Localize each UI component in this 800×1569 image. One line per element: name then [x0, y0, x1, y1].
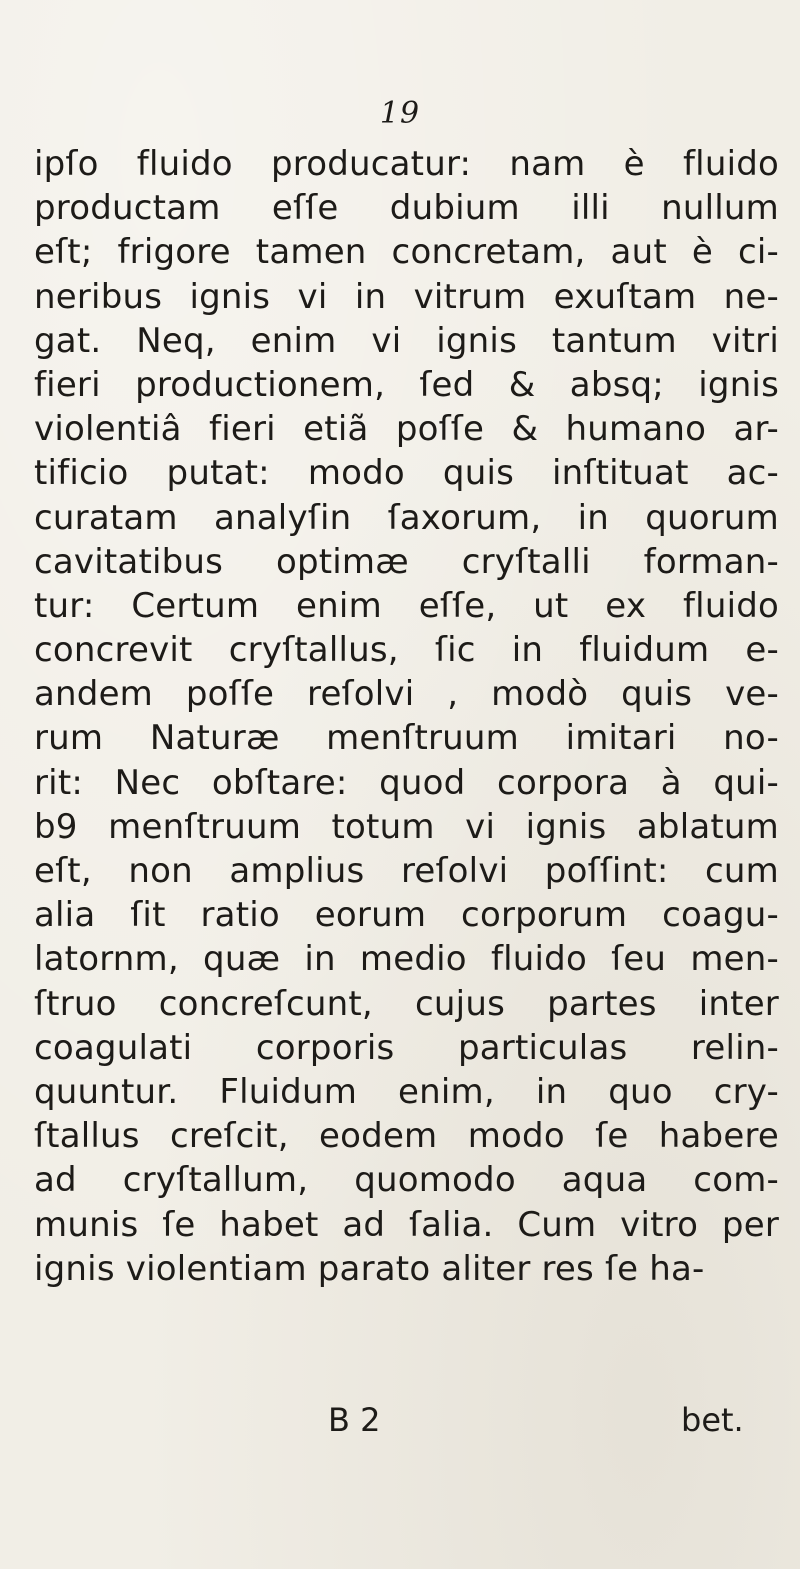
- catchword: bet.: [681, 1401, 744, 1439]
- page-number: 19: [379, 96, 421, 131]
- text-line: alia ſit ratio eorum corporum coagu-: [34, 895, 779, 936]
- text-line: rit: Nec obſtare: quod corpora à qui-: [34, 762, 779, 803]
- text-line: eſt; frigore tamen concretam, aut è ci-: [34, 232, 779, 273]
- text-line: latornm, quæ in medio fluido ſeu men-: [34, 939, 779, 980]
- text-line: ad cryſtallum, quomodo aqua com-: [34, 1160, 779, 1201]
- text-line: gat. Neq, enim vi ignis tantum vitri: [34, 320, 779, 361]
- text-line: ignis violentiam parato aliter res ſe ha-: [34, 1248, 705, 1289]
- signature-mark: B 2: [328, 1401, 381, 1439]
- text-line: b9 menſtruum totum vi ignis ablatum: [34, 806, 779, 847]
- text-line: rum Naturæ menſtruum imitari no-: [34, 718, 779, 759]
- text-line: neribus ignis vi in vitrum exuſtam ne-: [34, 276, 779, 317]
- text-line: coagulati corporis particulas relin-: [34, 1027, 779, 1068]
- text-line: tificio putat: modo quis inſtituat ac-: [34, 453, 779, 494]
- text-line: andem poſſe reſolvi , modò quis ve-: [34, 674, 779, 715]
- text-line: cavitatibus optimæ cryſtalli forman-: [34, 541, 779, 582]
- text-line: ſtallus creſcit, eodem modo ſe habere: [34, 1116, 779, 1157]
- text-line: ipſo fluido producatur: nam è fluido: [34, 144, 779, 184]
- text-line: quuntur. Fluidum enim, in quo cry-: [34, 1071, 779, 1112]
- text-line: violentiâ fieri etiã poſſe & humano ar-: [34, 409, 779, 450]
- text-line: productam eſſe dubium illi nullum: [34, 188, 779, 229]
- text-line: ſtruo concreſcunt, cujus partes inter: [34, 983, 779, 1024]
- text-line: tur: Certum enim eſſe, ut ex fluido: [34, 585, 779, 626]
- text-line: fieri productionem, ſed & absq; ignis: [34, 364, 779, 405]
- text-line: munis ſe habet ad ſalia. Cum vitro per: [34, 1204, 779, 1245]
- page-footer: [0, 1398, 800, 1442]
- text-line: curatam analyſin ſaxorum, in quorum: [34, 497, 779, 538]
- text-line: concrevit cryſtallus, ſic in fluidum e-: [34, 630, 779, 671]
- body-text: [34, 142, 779, 1291]
- text-line: eſt, non amplius reſolvi poſſint: cum: [34, 851, 779, 891]
